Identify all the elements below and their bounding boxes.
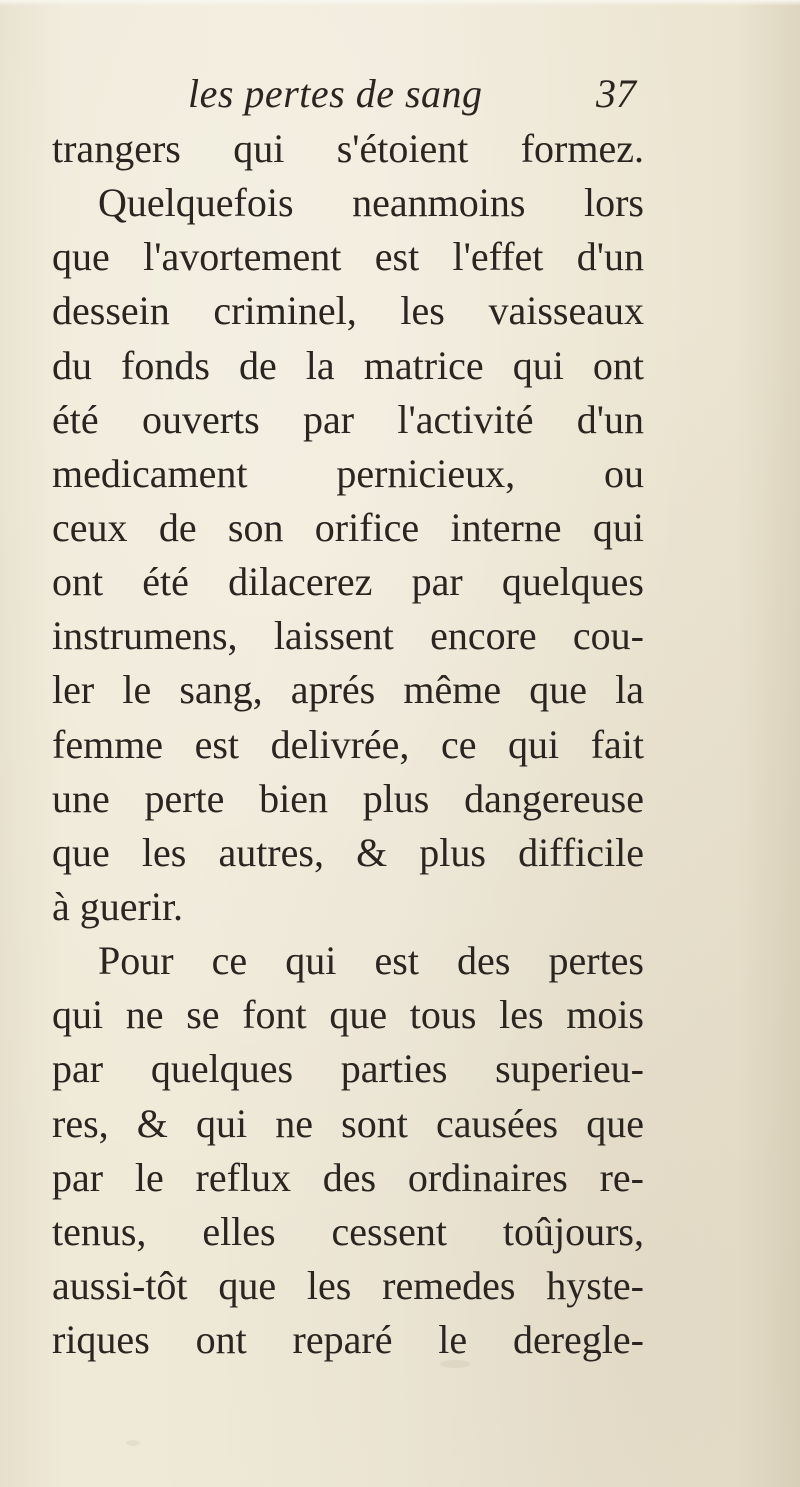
page-top-edge: [0, 0, 800, 6]
text-line: riques ont reparé le deregle-: [52, 1317, 644, 1363]
text-line: tenus, elles cessent toûjours,: [52, 1208, 644, 1254]
text-line: une perte bien plus dangereuse: [52, 775, 644, 821]
text-line: à guerir.: [52, 883, 184, 929]
text-line: instrumens, laissent encore cou-: [52, 613, 644, 659]
text-line: res, & qui ne sont causées que: [52, 1100, 644, 1146]
text-line: du fonds de la matrice qui ont: [52, 342, 644, 388]
text-line: qui ne se font que tous les mois: [52, 992, 644, 1038]
paper-stain: [126, 1440, 140, 1446]
body-text: [52, 122, 644, 1367]
running-head: les pertes de sang: [188, 71, 483, 116]
text-line: Pour ce qui est des pertes: [98, 938, 644, 984]
text-line: medicament pernicieux, ou: [52, 450, 644, 496]
text-line: que l'avortement est l'effet d'un: [52, 234, 644, 280]
text-line: que les autres, & plus difficile: [52, 829, 644, 875]
text-line: trangers qui s'étoient formez.: [52, 126, 644, 171]
text-line: ceux de son orifice interne qui: [52, 504, 644, 550]
text-line: dessein criminel, les vaisseaux: [52, 288, 644, 334]
text-line: ler le sang, aprés même que la: [52, 667, 644, 713]
text-line: femme est delivrée, ce qui fait: [52, 721, 644, 767]
text-line: aussi-tôt que les remedes hyste-: [52, 1262, 644, 1308]
text-line: Quelquefois neanmoins lors: [98, 180, 644, 226]
text-line: ont été dilacerez par quelques: [52, 559, 644, 605]
text-line: par le reflux des ordinaires re-: [52, 1154, 644, 1200]
text-line: été ouverts par l'activité d'un: [52, 396, 644, 442]
page-number: 37: [596, 71, 636, 116]
text-line: par quelques parties superieu-: [52, 1046, 644, 1092]
